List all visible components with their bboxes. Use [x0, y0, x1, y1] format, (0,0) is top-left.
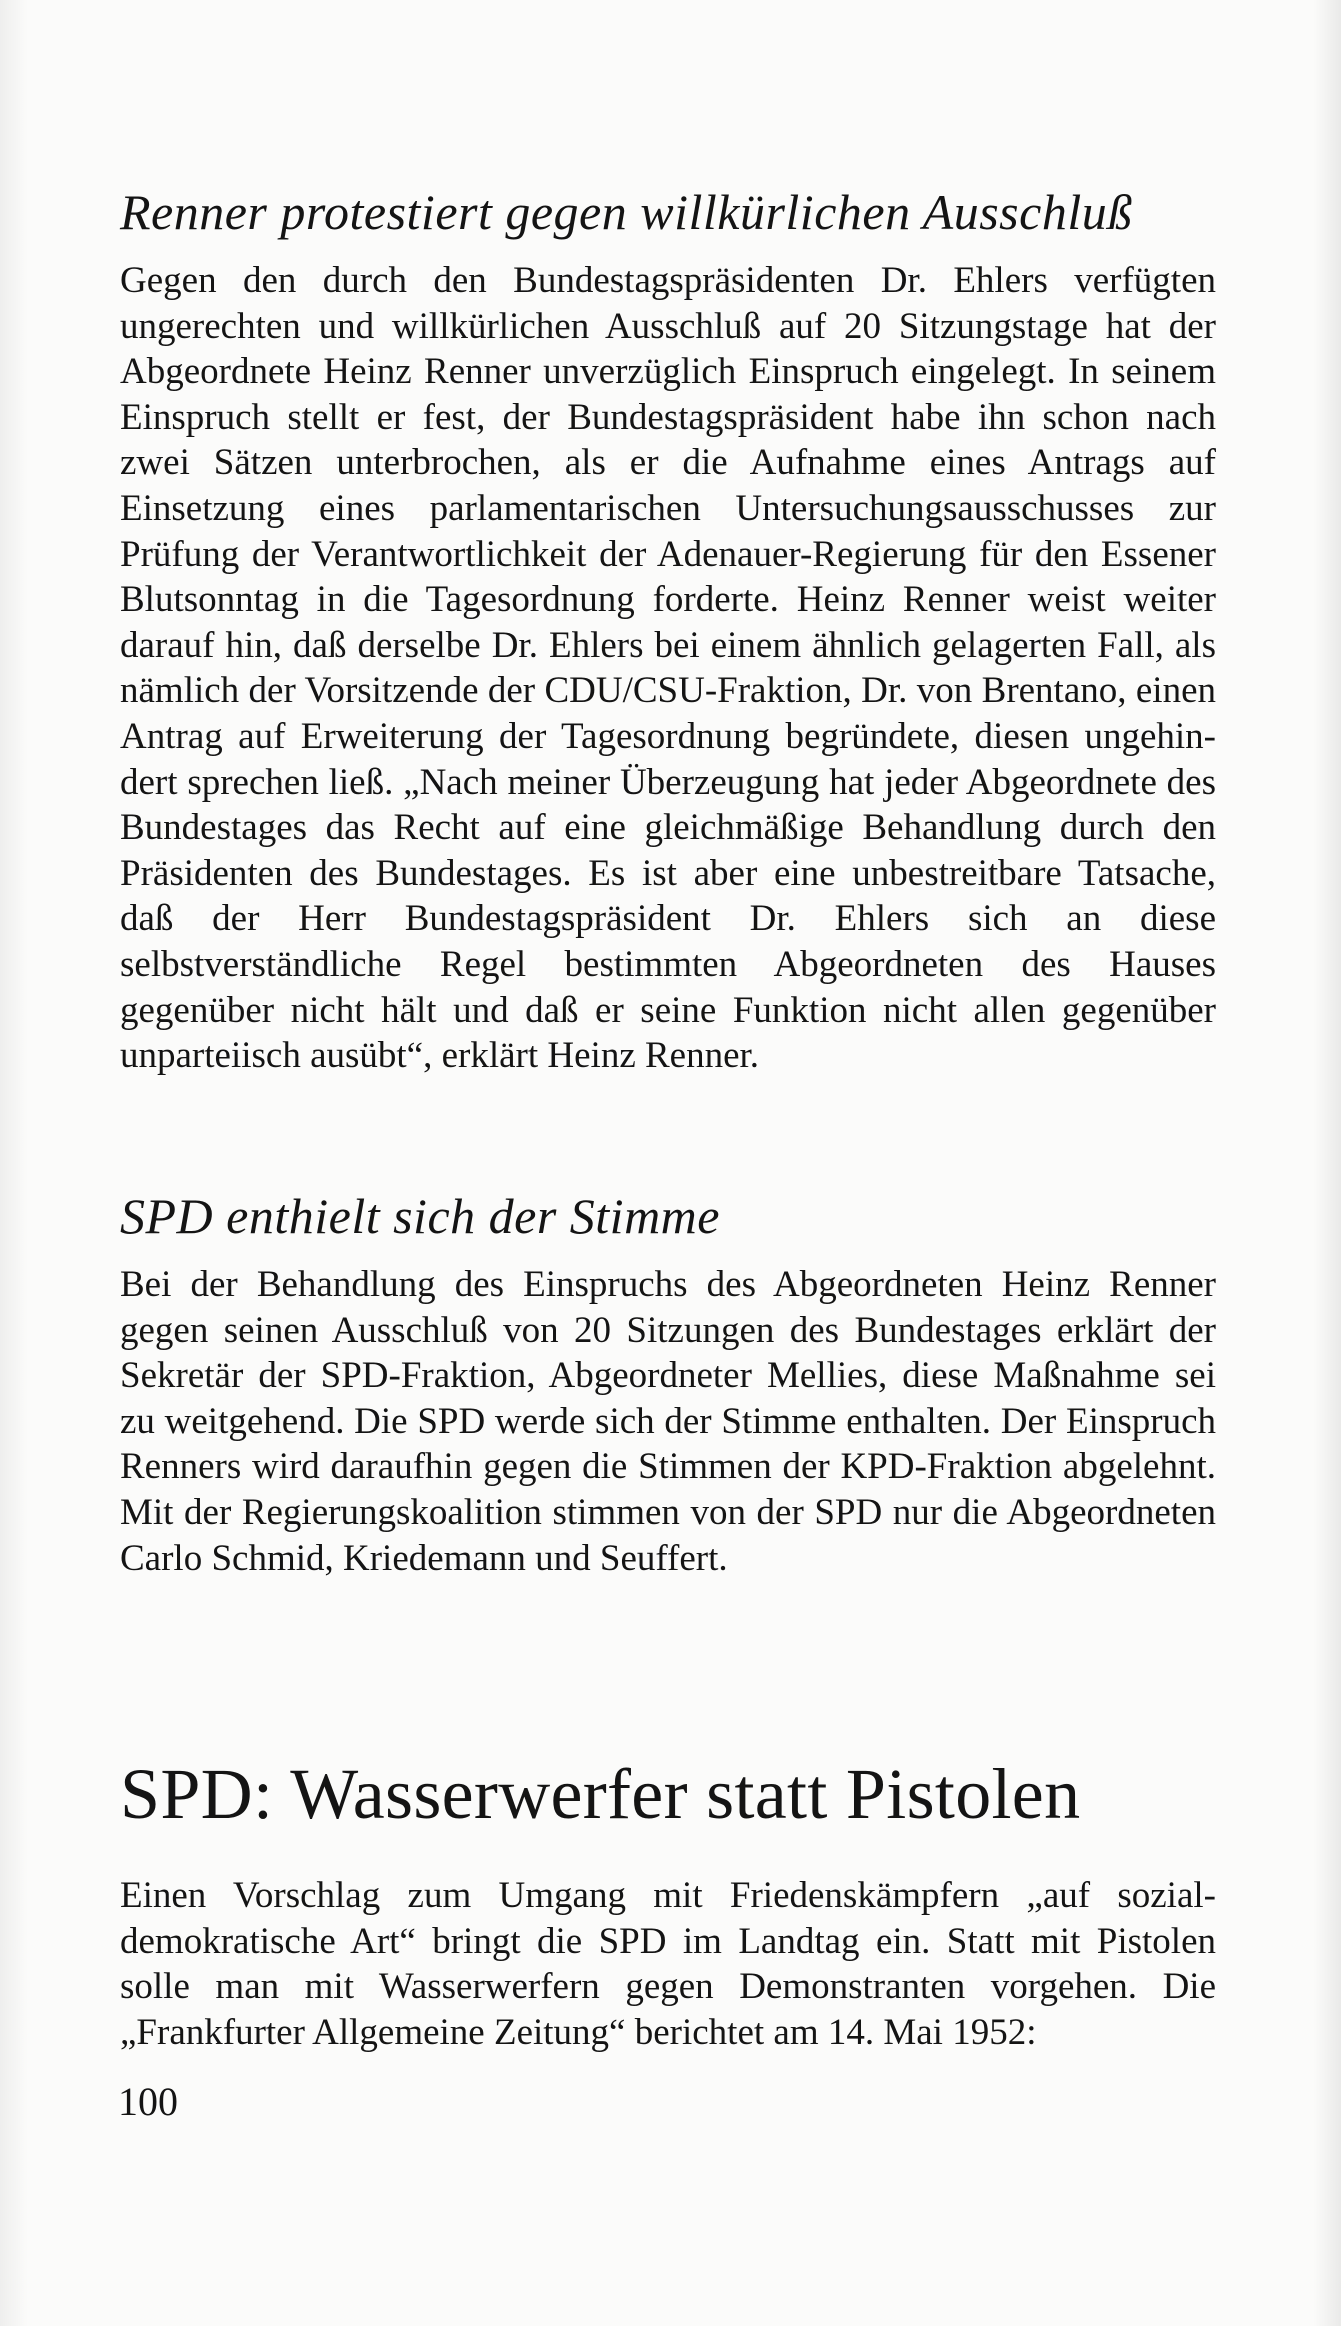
- article-body-wasserwerfer: Einen Vorschlag zum Umgang mit Friedenskämpfern „auf sozialdemokratische Art“ bringt die SPD im Landtag ein. Statt mit Pistolen solle man mit Wasserwerfern gegen Demonstranten vorgehen. Die „Frankfurter Allgemeine Zeitung“ berichtet am 14. Mai 1952:: [120, 1875, 1216, 2053]
- page-edge-shadow-right: [1313, 0, 1341, 2326]
- section-heading-renner-protest: Renner protestiert gegen willkürlichen Ausschluß: [120, 184, 1133, 240]
- section-body-renner-protest: Gegen den durch den Bundestagspräsidenten Dr. Ehlers verfügten ungerechten und willkürlichen Ausschluß auf 20 Sitzungstage hat der Abgeordnete Heinz Renner unverzüglich Einspruch eingelegt. In seinem Einspruch stellt er fest, der Bundestagspräsident habe ihn schon nach zwei Sätzen unterbrochen, als er die Aufnahme eines Antrags auf Einsetzung eines parlamentarischen Untersuchungsausschusses zur Prüfung der Verantwortlichkeit der Adenauer-Regierung für den Essener Blutsonntag in die Tagesordnung forderte. Heinz Renner weist weiter darauf hin, daß derselbe Dr. Ehlers bei einem ähnlich gelagerten Fall, als nämlich der Vorsitzende der CDU/CSU-Fraktion, Dr. von Brentano, einen Antrag auf Erweiterung der Tagesordnung begründete, diesen ungehindert sprechen ließ. „Nach meiner Überzeugung hat jeder Abgeordnete des Bundestages das Recht auf eine gleichmäßige Behandlung durch den Präsidenten des Bundestages. Es ist aber eine unbestreitbare Tatsache, daß der Herr Bundestagspräsident Dr. Ehlers sich an diese selbstverständliche Regel bestimmten Abgeordneten des Hauses gegenüber nicht hält und daß er seine Funktion nicht allen gegenüber unparteiisch ausübt“, erklärt Heinz Renner.: [120, 260, 1216, 1077]
- section-body-spd-abstention: Bei der Behandlung des Einspruchs des Abgeordneten Heinz Renner gegen seinen Ausschluß von 20 Sitzungen des Bundestages erklärt der Sekretär der SPD-Fraktion, Abgeordneter Mellies, diese Maßnahme sei zu weitgehend. Die SPD werde sich der Stimme enthalten. Der Einspruch Renners wird daraufhin gegen die Stimmen der KPD-Fraktion abgelehnt. Mit der Regierungskoalition stimmen von der SPD nur die Abgeordneten Carlo Schmid, Kriedemann und Seuffert.: [120, 1264, 1216, 1579]
- page-number: 100: [118, 2079, 178, 2124]
- section-heading-spd-abstention: SPD enthielt sich der Stimme: [120, 1188, 720, 1244]
- article-headline-wasserwerfer: SPD: Wasserwerfer statt Pistolen: [120, 1754, 1081, 1834]
- page-edge-shadow-left: [0, 0, 28, 2326]
